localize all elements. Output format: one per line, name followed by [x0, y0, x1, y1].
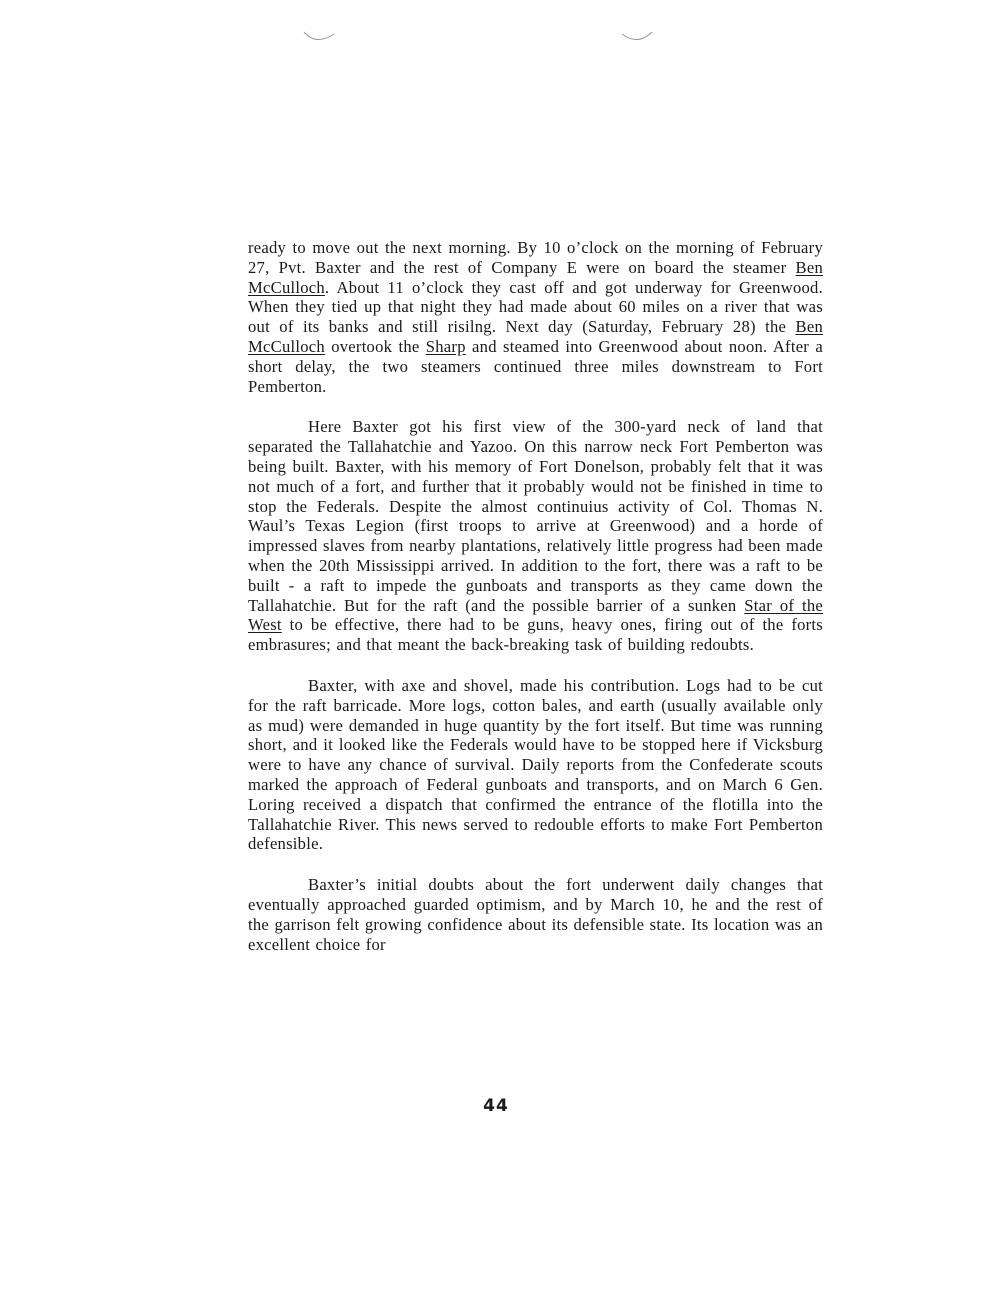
text-run: ready to move out the next morning. By 10 o’clock on the morning of February 27, Pvt. Baxter and the rest of Company E were on board the steamer: [248, 238, 823, 277]
paragraph-4: [248, 875, 823, 954]
punch-hole-mark-left: [302, 30, 336, 46]
underlined-name: Sharp: [425, 336, 466, 356]
text-run: Baxter’s initial doubts about the fort underwent daily changes that eventually approached guarded optimism, and by March 10, he and the rest of the garrison felt growing confidence about its defensible state. Its location was an excellent choice for: [248, 875, 823, 954]
underlined-name: Ben McCulloch: [248, 257, 823, 297]
underlined-name: Star of the West: [248, 595, 823, 635]
text-run: Baxter, with axe and shovel, made his contribution. Logs had to be cut for the raft barricade. More logs, cotton bales, and earth (usually available only as mud) were demanded in huge quantity by the fort itself. But time was running short, and it looked like the Federals would have to be stopped here if Vicksburg were to have any chance of survival. Daily reports from the Confederate scouts marked the approach of Federal gunboats and transports, and on March 6 Gen. Loring received a dispatch that confirmed the entrance of the flotilla into the Tallahatchie River. This news served to redouble efforts to make Fort Pemberton defensible.: [248, 675, 823, 854]
text-run: and steamed into Greenwood about noon. After a short delay, the two steamers continued three miles downstream to Fort Pemberton.: [248, 336, 823, 396]
page-number: 44: [483, 1096, 509, 1116]
underlined-name: Ben McCulloch: [248, 317, 823, 356]
punch-hole-mark-right: [620, 30, 654, 46]
text-run: . About 11 o’clock they cast off and got underway for Greenwood. When they tied up that night they had made about 60 miles on a river that was out of its banks and still risilng. Next day (Saturday, February 28) the: [248, 277, 823, 337]
paragraph-3: [248, 676, 823, 854]
text-run: Here Baxter got his first view of the 300-yard neck of land that separated the Tallahatchie and Yazoo. On this narrow neck Fort Pemberton was being built. Baxter, with his memory of Fort Donelson, probably felt that it was not much of a fort, and further that it probably would not be finished in time to stop the Federals. Despite the almost continuius activity of Col. Thomas N. Waul’s Texas Legion (first troops to arrive at Greenwood) and a horde of impressed slaves from nearby plantations, relatively little progress had been made when the 20th Mississippi arrived. In addition to the fort, there was a raft to be built - a raft to impede the gunboats and transports as they came down the Tallahatchie. But for the raft (and the possible barrier of a sunken: [248, 417, 823, 615]
text-run: to be effective, there had to be guns, heavy ones, firing out of the forts embrasures; and that meant the back-breaking task of building redoubts.: [248, 615, 823, 655]
paragraph-2: [248, 417, 823, 655]
text-run: overtook the: [324, 336, 426, 356]
body-text: [248, 238, 823, 975]
paragraph-1: [248, 238, 823, 396]
